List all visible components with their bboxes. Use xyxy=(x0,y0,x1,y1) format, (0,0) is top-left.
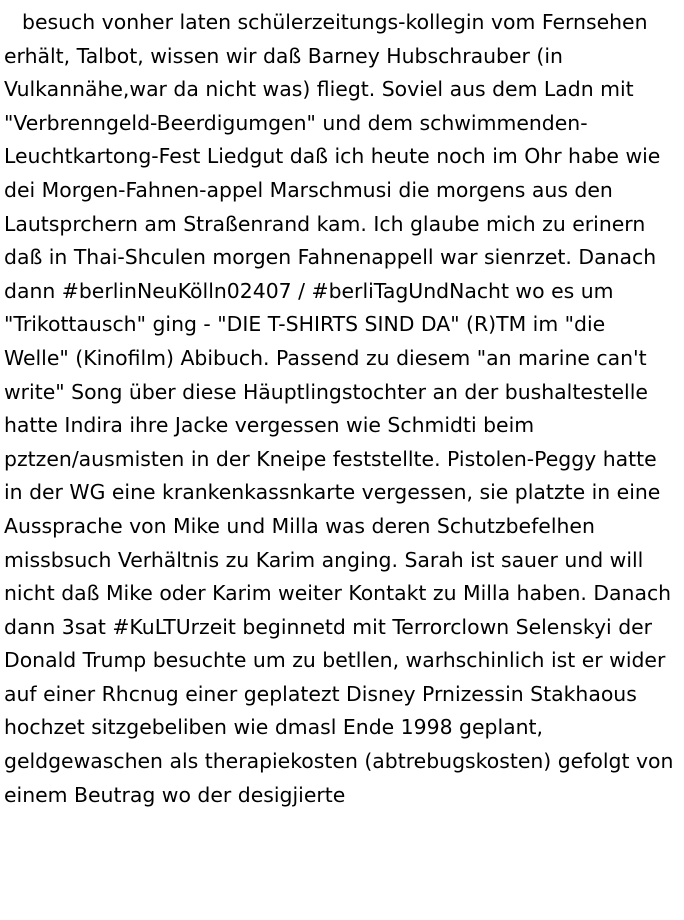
document-body-text: besuch vonher laten schülerzeitungs-kollegin vom Fernsehen erhält, Talbot, wissen wir daß Barney Hubschrauber (in Vulkannähe,war da nicht was) fliegt. Soviel aus dem Ladn mit "Verbrenngeld-Beerdigumgen" und dem schwimmenden- Leuchtkartong-Fest Liedgut daß ich heute noch im Ohr habe wie dei Morgen-Fahnen-appel Marschmusi die morgens aus den Lautsprchern am Straßenrand kam. Ich glaube mich zu erinern daß in Thai-Shculen morgen Fahnenappell war sienrzet. Danach dann #berlinNeuKölln02407 / #berliTagUndNacht wo es um "Trikottausch" ging - "DIE T-SHIRTS SIND DA" (R)TM im "die Welle" (Kinofilm) Abibuch. Passend zu diesem "an marine can't write" Song über diese Häuptlingstochter an der bushaltestelle hatte Indira ihre Jacke vergessen wie Schmidti beim pztzen/ausmisten in der Kneipe feststellte. Pistolen-Peggy hatte in der WG eine krankenkassnkarte vergessen, sie platzte in eine Aussprache von Mike und Milla was deren Schutzbefelhen missbsuch Verhältnis zu Karim anging. Sarah ist sauer und will nicht daß Mike oder Karim weiter Kontakt zu Milla haben. Danach dann 3sat #KuLTUrzeit beginnetd mit Terrorclown Selenskyi der Donald Trump besuchte um zu betllen, warhschinlich ist er wider auf einer Rhcnug einer geplatezt Disney Prnizessin Stakhaous hochzet sitzgebeliben wie dmasl Ende 1998 geplant, geldgewaschen als therapiekosten (abtrebugskosten) gefolgt von einem Beutrag wo der desigjierte xyxy=(4,10,680,807)
